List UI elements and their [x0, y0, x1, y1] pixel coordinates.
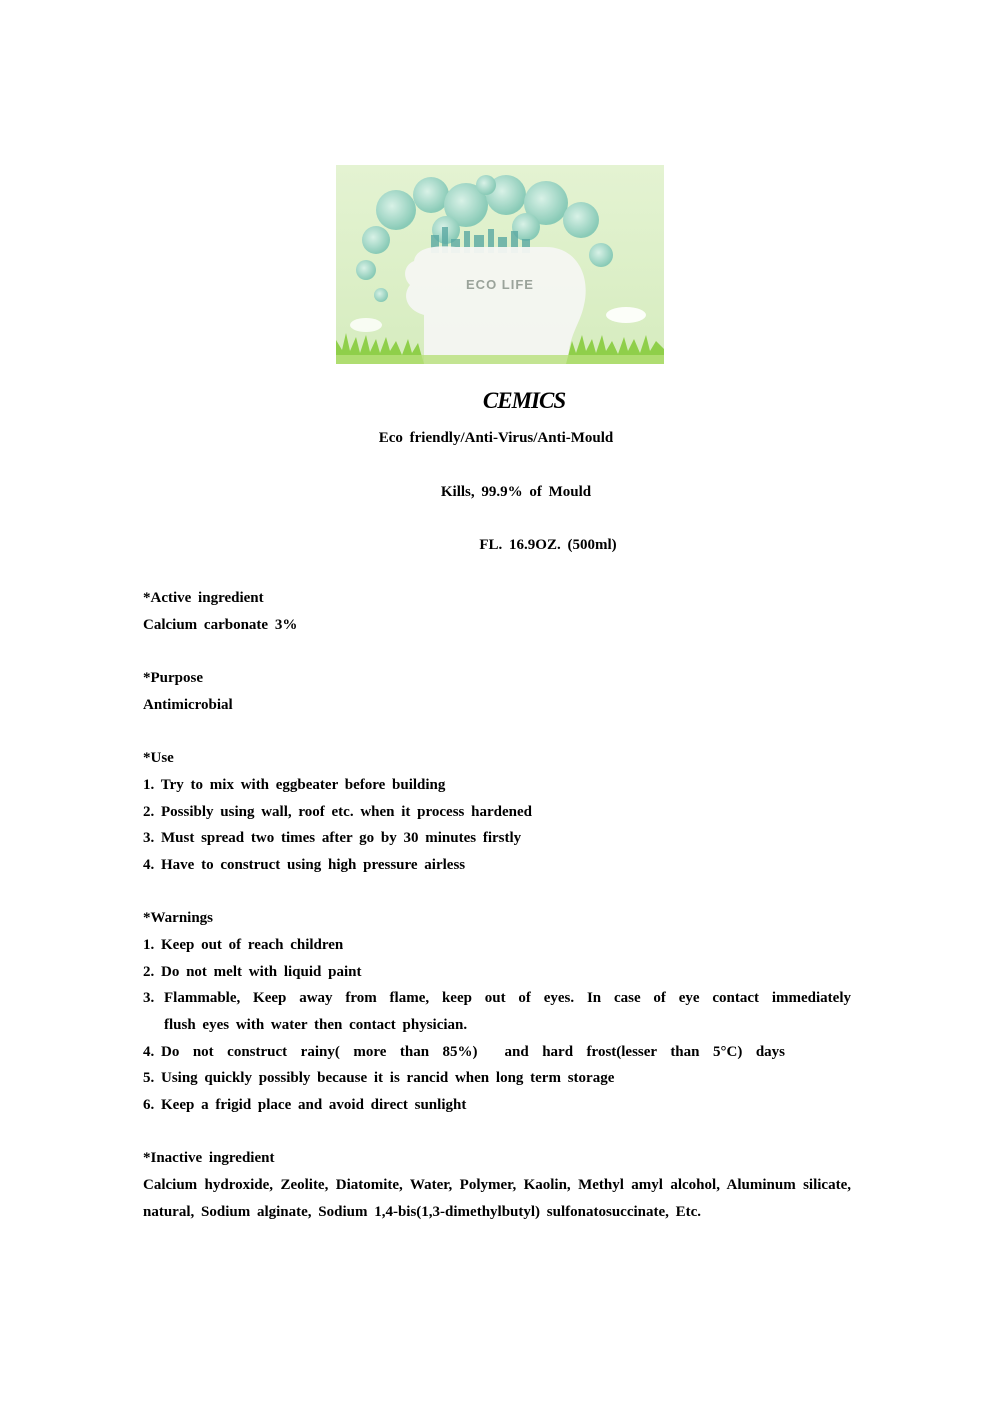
list-text: Possibly using wall, roof etc. when it process hardened	[161, 804, 532, 820]
product-name: CEMICS	[482, 388, 566, 413]
active-ingredient-text: Calcium carbonate 3%	[143, 617, 298, 633]
list-number: 2.	[143, 804, 155, 820]
list-text: Keep out of reach children	[161, 937, 344, 953]
list-item	[143, 964, 361, 981]
list-item	[143, 830, 521, 847]
list-text: Must spread two times after go by 30 minutes firstly	[161, 830, 522, 846]
list-text-continuation: flush eyes with water then contact physician.	[164, 1017, 468, 1033]
list-text: Do not construct rainy( more than 85%) and hard frost(lesser than 5°C) days	[161, 1044, 785, 1060]
purpose-text: Antimicrobial	[143, 697, 233, 713]
product-claim: Kills, 99.9% of Mould	[440, 484, 592, 500]
product-tagline: Eco friendly/Anti-Virus/Anti-Mould	[378, 430, 614, 446]
list-number: 1.	[143, 937, 155, 953]
list-item	[143, 1097, 466, 1114]
list-number: 5.	[143, 1070, 155, 1086]
product-volume: FL. 16.9OZ. (500ml)	[479, 537, 617, 553]
list-text: Have to construct using high pressure airless	[161, 857, 466, 873]
inactive-ingredient-text: Calcium hydroxide, Zeolite, Diatomite, Water, Polymer, Kaolin, Methyl amyl alcohol, Aluminum silicate, natural, Sodium alginate, Sodium 1,4-bis(1,3-dimethylbutyl) sulfonatosuccinate, Etc.	[143, 1177, 851, 1220]
list-text: Do not melt with liquid paint	[161, 964, 362, 980]
list-number: 6.	[143, 1097, 155, 1113]
list-item	[143, 1070, 614, 1087]
list-text: Flammable, Keep away from flame, keep out of eyes. In case of eye contact immediately	[164, 990, 851, 1006]
list-item	[143, 937, 343, 954]
list-number: 1.	[143, 777, 155, 793]
list-item	[143, 1044, 785, 1061]
list-text: Using quickly possibly because it is rancid when long term storage	[161, 1070, 615, 1086]
inactive-ingredient-heading: *Inactive ingredient	[143, 1150, 275, 1166]
active-ingredient-heading: *Active ingredient	[143, 590, 264, 606]
eco-life-logo-image	[336, 165, 664, 364]
list-number: 4.	[143, 1044, 155, 1060]
list-number: 3.	[143, 990, 155, 1006]
warnings-heading: *Warnings	[143, 910, 214, 926]
list-text: Try to mix with eggbeater before building	[160, 777, 446, 793]
list-number: 3.	[143, 830, 155, 846]
list-number: 4.	[143, 857, 155, 873]
list-item	[143, 804, 532, 821]
list-item	[143, 857, 465, 874]
list-text: Keep a frigid place and avoid direct sunlight	[161, 1097, 467, 1113]
use-heading: *Use	[143, 750, 174, 766]
list-item	[143, 985, 851, 1039]
logo-label: ECO LIFE	[466, 277, 534, 292]
list-item	[143, 777, 445, 794]
list-number: 2.	[143, 964, 155, 980]
purpose-heading: *Purpose	[143, 670, 203, 686]
